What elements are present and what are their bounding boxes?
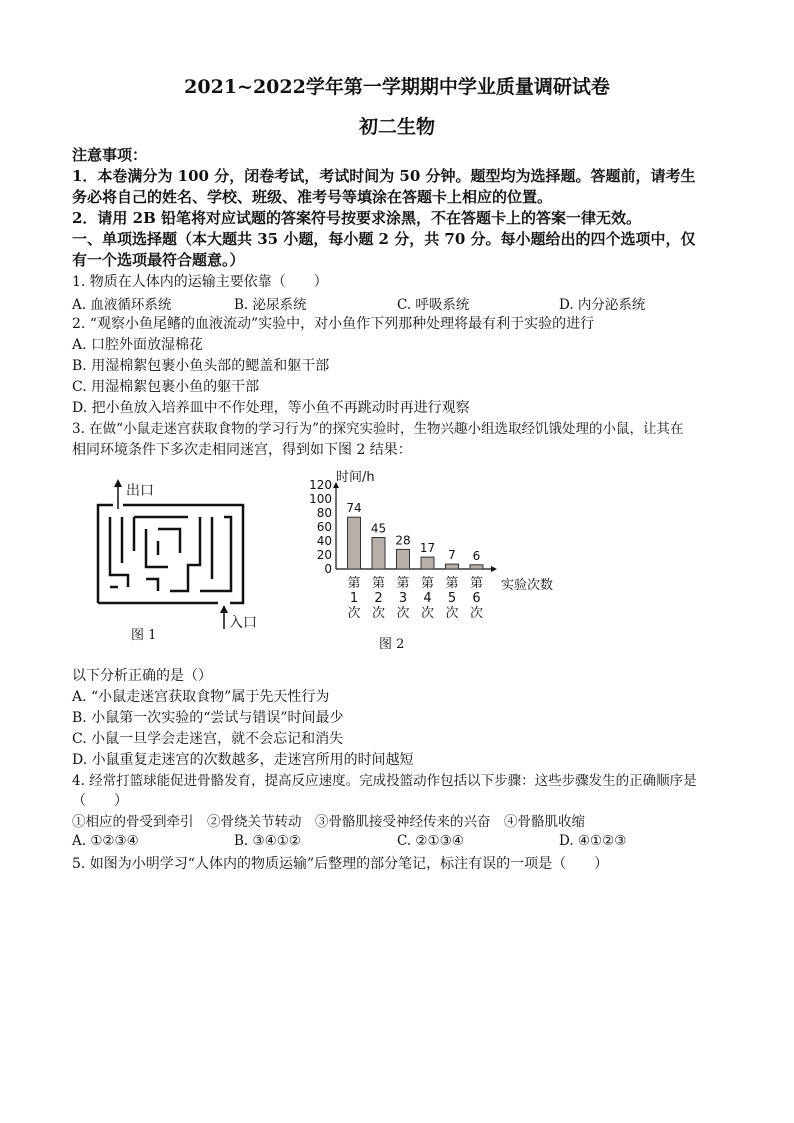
- q4-stem-1: 4. 经常打篮球能促进骨骼发育，提高反应速度。完成投篮动作包括以下步骤：这些步骤发生的正确顺序是: [72, 773, 697, 789]
- y-tick-label: 20: [316, 548, 332, 562]
- x-category-label: 第: [469, 576, 484, 591]
- bar-value-label: 7: [448, 548, 456, 563]
- maze-exit-arrow: [114, 479, 122, 509]
- bar-value-label: 17: [419, 541, 436, 556]
- notes-heading: 注意事项：: [72, 146, 148, 164]
- note-2: 2．请用 2B 铅笔将对应试题的答案符号按要求涂黑，不在答题卡上的答案一律无效。: [72, 209, 642, 227]
- x-category-label: 5: [447, 591, 457, 606]
- q1-option-c: C. 呼吸系统: [397, 297, 470, 313]
- y-tick-label: 0: [324, 562, 332, 576]
- maze-entrance-arrow: [220, 605, 228, 629]
- x-category-label: 次: [396, 606, 410, 621]
- y-tick-label: 80: [316, 506, 332, 520]
- q2-option-b: B. 用湿棉絮包裹小鱼头部的鳃盖和躯干部: [72, 358, 330, 374]
- exam-subject: 初二生物: [358, 116, 435, 138]
- q1-stem: 1. 物质在人体内的运输主要依靠（ ）: [72, 274, 328, 290]
- chart-x-axis-label: 实验次数: [501, 578, 554, 593]
- q3-option-a: A. “小鼠走迷宫获取食物”属于先天性行为: [72, 689, 330, 705]
- q2-option-d: D. 把小鱼放入培养皿中不作处理，等小鱼不再跳动时再进行观察: [72, 400, 470, 416]
- q4-options: [72, 833, 732, 854]
- maze-figure: [88, 475, 258, 645]
- x-category-label: 次: [469, 606, 484, 621]
- y-tick-label: 40: [316, 534, 332, 548]
- q4-stem-2: （ ）: [72, 793, 128, 809]
- q3-option-c: C. 小鼠一旦学会走迷宫，就不会忘记和消失: [72, 731, 344, 747]
- maze-entrance-label: 入口: [229, 615, 257, 631]
- q1-option-d: D. 内分泌系统: [559, 297, 646, 313]
- maze-exit-label: 出口: [126, 483, 154, 499]
- bar: [397, 549, 410, 569]
- bar: [421, 557, 434, 569]
- maze-time-bar-chart: [300, 464, 560, 624]
- x-category-label: 1: [349, 591, 359, 606]
- q2-option-a: A. 口腔外面放湿棉花: [72, 337, 204, 353]
- chart-y-ticks: [309, 478, 332, 576]
- chart-bars: [346, 501, 483, 569]
- figure-2-caption: 图 2: [379, 637, 405, 652]
- bar-value-label: 74: [346, 501, 362, 516]
- x-category-label: 次: [371, 606, 386, 621]
- q1-option-b: B. 泌尿系统: [234, 297, 307, 313]
- x-category-label: 第: [396, 576, 410, 591]
- x-category-label: 4: [423, 591, 432, 606]
- q4-option-b: B. ③④①②: [234, 833, 301, 849]
- bar: [470, 565, 483, 569]
- q1-option-a: A. 血液循环系统: [72, 297, 172, 313]
- x-category-label: 第: [420, 576, 435, 591]
- q1-options: [72, 293, 732, 314]
- figure-1-caption: 图 1: [131, 628, 157, 643]
- x-category-label: 6: [472, 591, 481, 606]
- q2-option-c: C. 用湿棉絮包裹小鱼的躯干部: [72, 379, 260, 395]
- y-tick-label: 60: [316, 520, 332, 534]
- bar: [446, 564, 459, 569]
- q3-option-b: B. 小鼠第一次实验的“尝试与错误”时间最少: [72, 710, 344, 726]
- q3-stem-1: 3. 在做“小鼠走迷宫获取食物的学习行为”的探究实验时，生物兴趣小组选取经饥饿处理的小鼠，让其在: [72, 421, 684, 437]
- maze-walls: [98, 505, 243, 603]
- x-category-label: 2: [374, 591, 383, 606]
- chart-x-categories: [347, 576, 483, 621]
- y-tick-label: 120: [309, 478, 332, 492]
- q3-option-d: D. 小鼠重复走迷宫的次数越多，走迷宫所用的时间越短: [72, 752, 414, 768]
- section-heading-1: 一、单项选择题（本大题共 35 小题，每小题 2 分，共 70 分。每小题给出的四个选项中，仅: [72, 230, 696, 248]
- q5-stem: 5. 如图为小明学习“人体内的物质运输”后整理的部分笔记，标注有误的一项是（ ）: [72, 856, 609, 872]
- x-category-label: 3: [398, 591, 408, 606]
- q4-option-c: C. ②①③④: [397, 833, 464, 849]
- q2-stem: 2. “观察小鱼尾鳍的血液流动”实验中，对小鱼作下列那种处理将最有利于实验的进行: [72, 316, 595, 332]
- q3-stem-2: 相同环境条件下多次走相同迷宫，得到如下图 2 结果：: [72, 442, 412, 458]
- section-heading-2: 有一个选项最符合题意。）: [72, 251, 245, 269]
- x-category-label: 次: [347, 606, 361, 621]
- chart-y-axis-label: 时间/h: [336, 470, 375, 485]
- q4-option-d: D. ④①②③: [559, 833, 627, 849]
- bar: [348, 517, 361, 569]
- x-category-label: 第: [445, 576, 459, 591]
- q4-steps: ①相应的骨受到牵引 ②骨绕关节转动 ③骨骼肌接受神经传来的兴奋 ④骨骼肌收缩: [72, 814, 585, 830]
- x-category-label: 次: [420, 606, 435, 621]
- bar-value-label: 6: [472, 548, 481, 563]
- q4-option-a: A. ①②③④: [72, 833, 139, 849]
- y-tick-label: 100: [309, 492, 332, 506]
- x-category-label: 第: [347, 576, 361, 591]
- note-1a: 1．本卷满分为 100 分，闭卷考试，考试时间为 50 分钟。题型均为选择题。答题前，请考生: [72, 167, 696, 185]
- x-category-label: 第: [371, 576, 386, 591]
- bar-value-label: 45: [370, 521, 387, 536]
- bar-value-label: 28: [395, 533, 411, 548]
- bar: [372, 538, 385, 570]
- q3-prompt: 以下分析正确的是（）: [72, 668, 212, 684]
- x-category-label: 次: [445, 606, 459, 621]
- note-1b: 务必将自己的姓名、学校、班级、准考号等填涂在答题卡上相应的位置。: [72, 188, 553, 206]
- exam-title: 2021~2022学年第一学期期中学业质量调研试卷: [184, 76, 610, 98]
